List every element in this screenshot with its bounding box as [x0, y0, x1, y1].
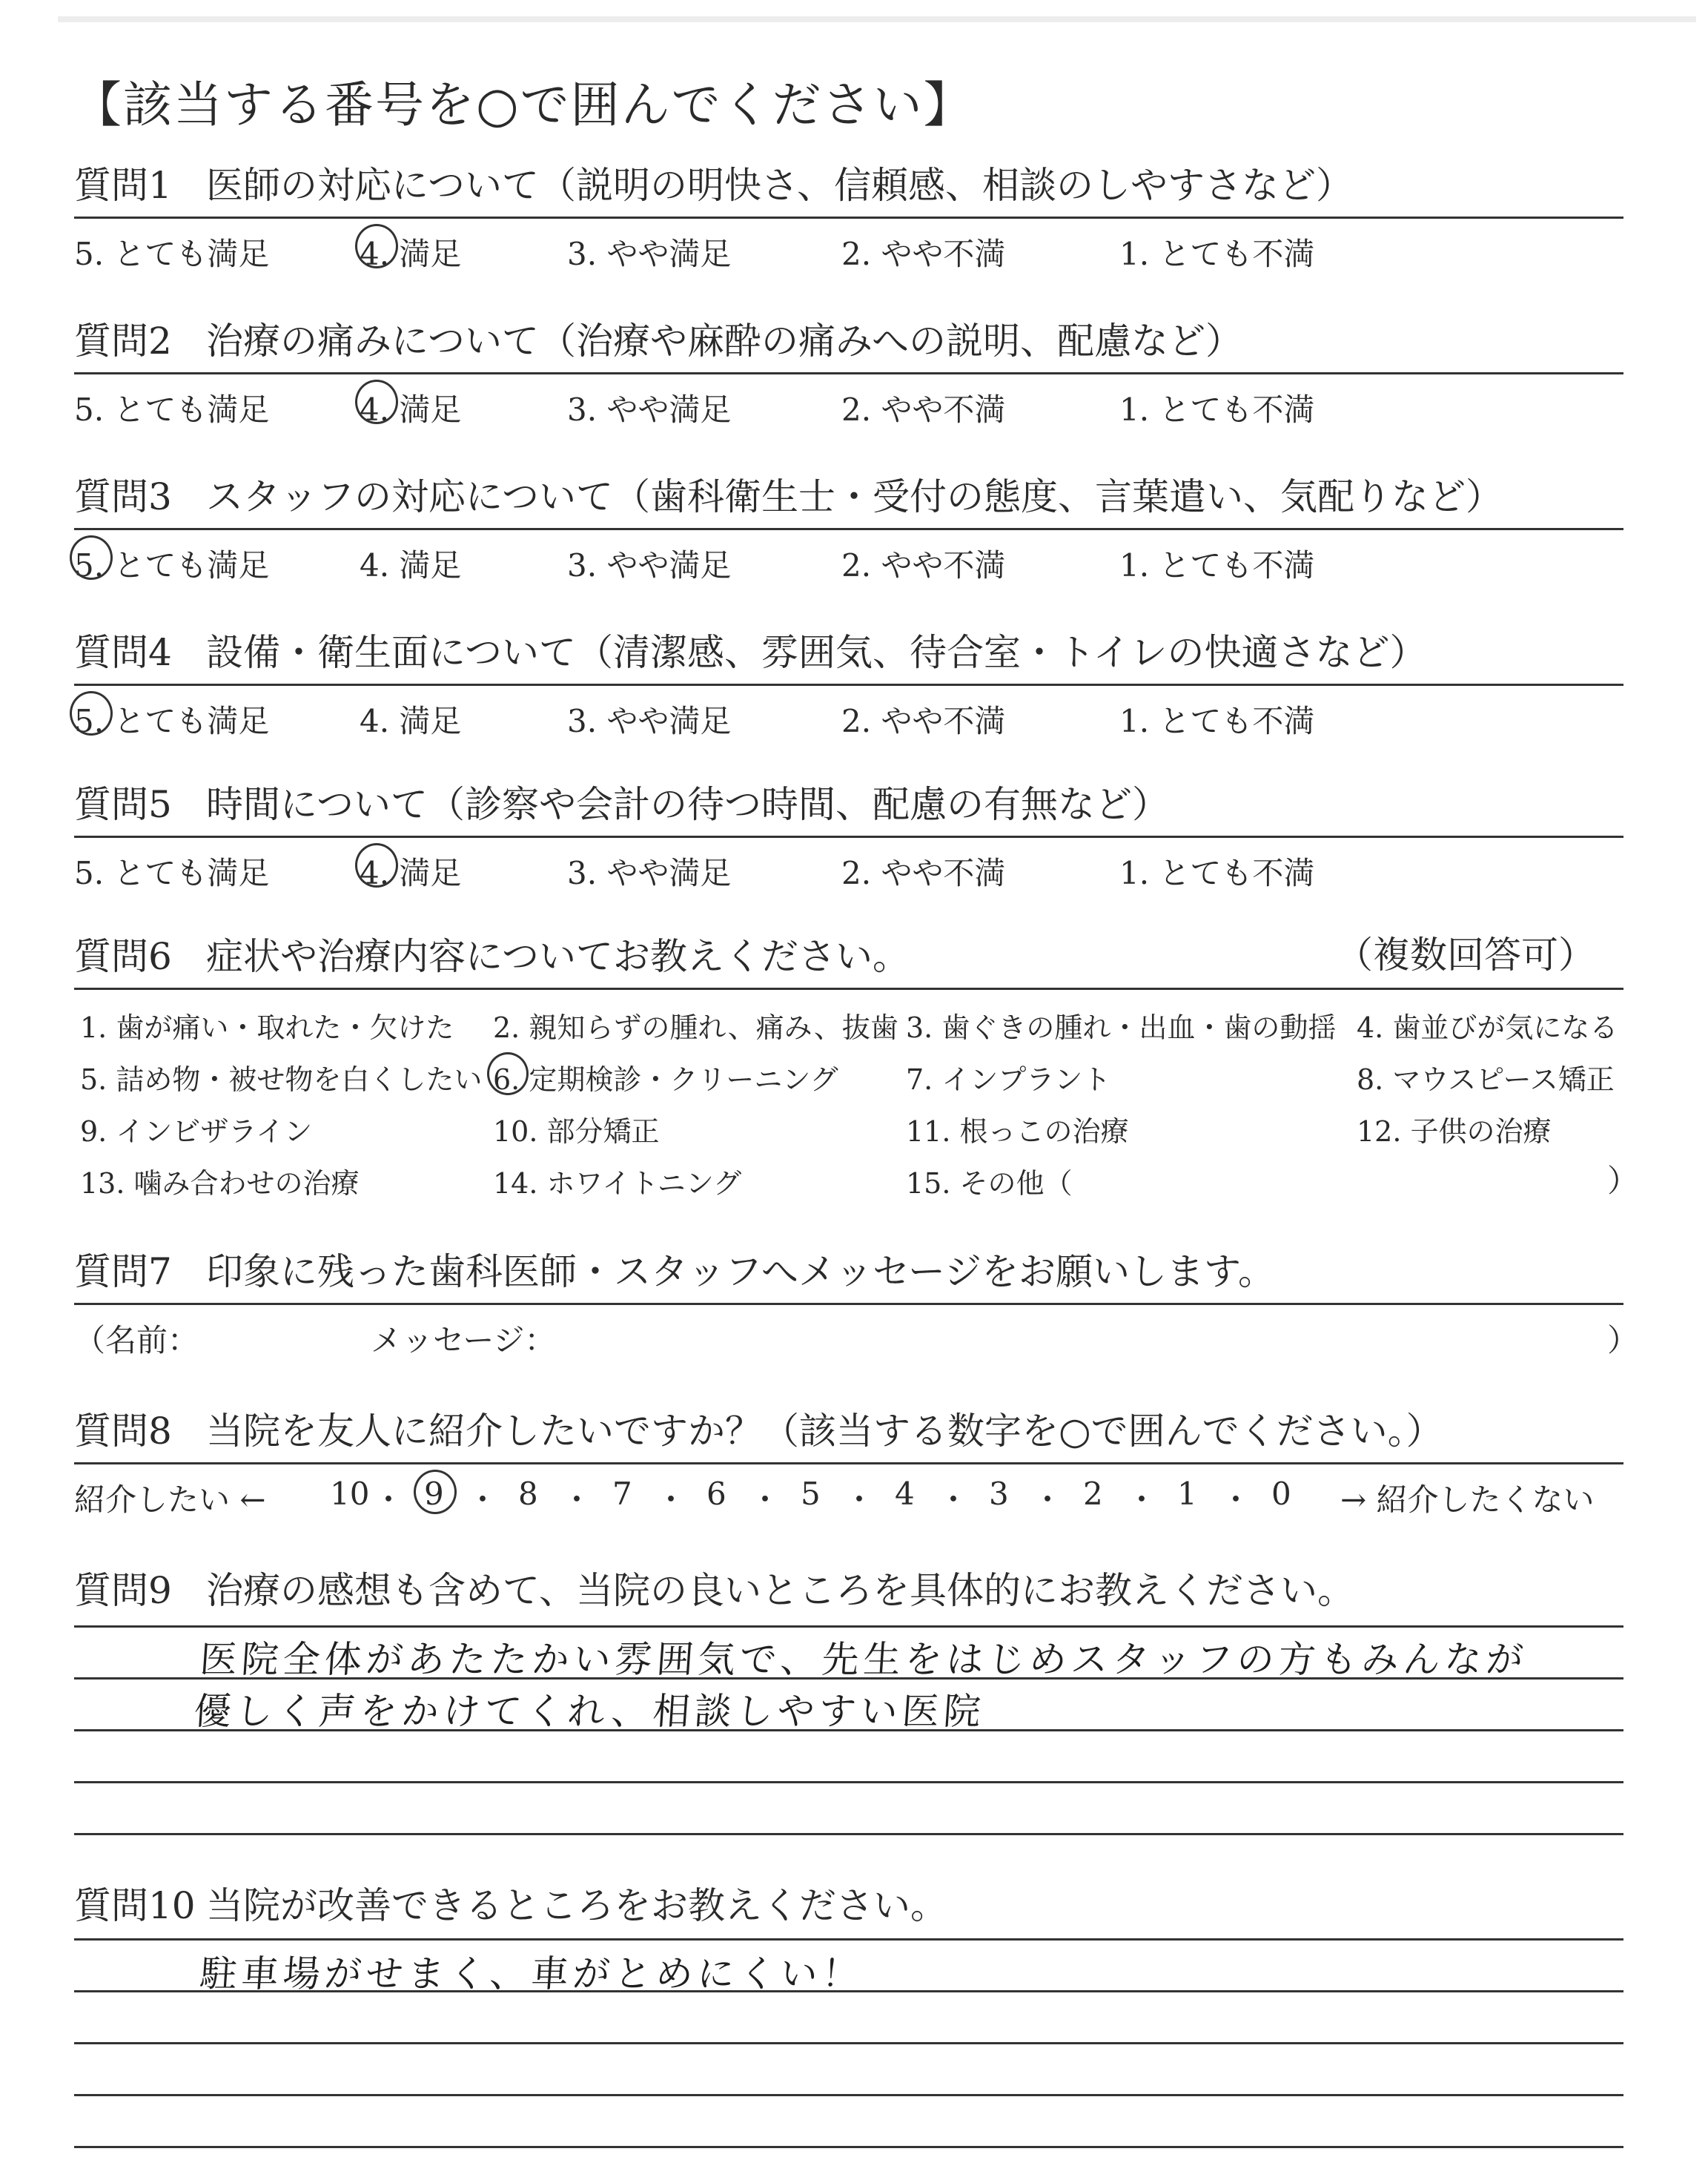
question-text: 設備・衛生面について（清潔感、雰囲気、待合室・トイレの快適さなど） [206, 631, 1427, 674]
symptom-option[interactable] [80, 1057, 482, 1097]
recommend-right-label: → 紹介したくない [1340, 1482, 1595, 1518]
rating-option-label: 1. とても不満 [1119, 236, 1315, 272]
recommend-score[interactable] [1083, 1476, 1103, 1512]
question-text: スタッフの対応について（歯科衛生士・受付の態度、言葉遣い、気配りなど） [206, 475, 1503, 518]
recommend-score-label: 7 [612, 1476, 632, 1512]
question-2 [74, 304, 1623, 428]
recommend-score-label: 5 [801, 1476, 821, 1512]
question-4 [74, 615, 1623, 739]
answer-line [74, 2094, 1623, 2096]
symptom-option[interactable] [906, 1057, 1110, 1097]
question-text: 症状や治療内容についてお教えください。 [206, 935, 910, 978]
question-8 [74, 1394, 1623, 1518]
symptom-option[interactable] [906, 1005, 1336, 1046]
question-3-header [74, 460, 1623, 530]
question-text: 当院を友人に紹介したいですか？（該当する数字を○で囲んでください。） [206, 1410, 1443, 1453]
rating-option[interactable] [74, 849, 269, 894]
hand-drawn-circle [487, 1052, 529, 1095]
name-label: （名前： [74, 1322, 199, 1358]
message-label: メッセージ： [371, 1322, 556, 1358]
question-6-header [74, 919, 1623, 990]
rating-option[interactable] [360, 541, 461, 586]
recommend-left-label: 紹介したい ← [74, 1482, 266, 1518]
question-number: 質問3 [74, 475, 172, 518]
rating-option[interactable] [841, 230, 1005, 274]
question-5 [74, 767, 1623, 891]
scale-separator: ・ [467, 1482, 499, 1518]
answer-line [74, 2146, 1623, 2148]
question-number: 質問9 [74, 1569, 172, 1612]
recommend-score-label: 10 [330, 1476, 370, 1512]
rating-option[interactable] [74, 386, 269, 430]
answer-line [74, 1625, 1623, 1628]
hand-drawn-circle [355, 380, 398, 424]
rating-option[interactable] [74, 697, 269, 742]
recommend-score[interactable] [612, 1476, 632, 1512]
symptom-option-label: 12. 子供の治療 [1357, 1115, 1552, 1148]
recommend-score[interactable] [801, 1476, 821, 1512]
recommend-score[interactable] [424, 1476, 444, 1512]
rating-option[interactable] [360, 849, 461, 894]
rating-option[interactable] [360, 230, 461, 274]
hand-drawn-circle [414, 1470, 457, 1514]
recommend-score[interactable] [330, 1476, 369, 1512]
symptom-option[interactable] [906, 1160, 1073, 1201]
hand-drawn-circle [355, 224, 398, 268]
rating-option[interactable] [841, 697, 1005, 742]
handwritten-answer: 医院全体があたたかい雰囲気で、先生をはじめスタッフの方もみんなが [198, 1638, 1529, 1681]
question-number: 質問1 [74, 164, 172, 207]
scale-separator: ・ [1220, 1482, 1252, 1518]
rating-option-label: 3. やや満足 [567, 392, 732, 428]
rating-option-label: 3. やや満足 [567, 236, 732, 272]
page-title: 【該当する番号を○で囲んでください】 [73, 76, 974, 133]
question-text: 治療の痛みについて（治療や麻酔の痛みへの説明、配慮など） [206, 320, 1242, 363]
rating-option[interactable] [1119, 541, 1314, 586]
message-close-paren: ） [1607, 1322, 1639, 1358]
symptom-option-label: 4. 歯並びが気になる [1357, 1011, 1618, 1044]
recommend-score-label: 0 [1271, 1476, 1291, 1512]
question-8-header [74, 1394, 1623, 1464]
rating-option-label: 1. とても不満 [1119, 703, 1315, 739]
hand-drawn-circle [70, 535, 113, 580]
symptom-option[interactable] [1357, 1057, 1615, 1097]
rating-option[interactable] [841, 849, 1005, 894]
rating-option-label: 4. 満足 [360, 236, 462, 272]
rating-option-label: 4. 満足 [360, 392, 462, 428]
symptom-option-label: 11. 根っこの治療 [906, 1115, 1129, 1148]
question-2-header [74, 304, 1623, 374]
rating-option[interactable] [841, 541, 1005, 586]
question-4-header [74, 615, 1623, 686]
scan-top-edge [58, 16, 1696, 22]
question-number: 質問4 [74, 631, 172, 674]
rating-option-label: 5. とても満足 [74, 236, 270, 272]
other-close-paren: ） [1607, 1163, 1639, 1199]
rating-option-label: 5. とても満足 [74, 392, 270, 428]
rating-option[interactable] [567, 849, 731, 894]
rating-option-label: 2. やや不満 [841, 236, 1006, 272]
question-number: 質問2 [74, 320, 172, 363]
question-7-header [74, 1235, 1623, 1305]
recommend-score[interactable] [1177, 1476, 1197, 1512]
rating-option[interactable] [360, 386, 461, 430]
symptom-option[interactable] [493, 1160, 741, 1201]
recommend-score-label: 2 [1083, 1476, 1103, 1512]
symptom-option-label: 15. その他（ [906, 1167, 1073, 1200]
scale-separator: ・ [373, 1482, 405, 1518]
recommend-score-label: 8 [518, 1476, 538, 1512]
symptom-option[interactable] [493, 1005, 898, 1046]
question-9 [74, 1553, 1623, 1625]
recommend-score-label: 6 [706, 1476, 726, 1512]
hand-drawn-circle [70, 691, 113, 736]
rating-option-label: 2. やや不満 [841, 855, 1006, 891]
recommend-score[interactable] [518, 1476, 538, 1512]
rating-option-label: 4. 満足 [360, 703, 462, 739]
question-10 [74, 1869, 1623, 1940]
symptom-option[interactable] [80, 1005, 454, 1046]
recommend-score-label: 1 [1177, 1476, 1197, 1512]
recommend-score[interactable] [1271, 1476, 1291, 1512]
rating-option[interactable] [74, 230, 269, 274]
recommend-score[interactable] [706, 1476, 726, 1512]
rating-option-label: 1. とても不満 [1119, 855, 1315, 891]
scale-separator: ・ [561, 1482, 593, 1518]
symptom-option[interactable] [493, 1057, 838, 1097]
rating-option-label: 2. やや不満 [841, 392, 1006, 428]
symptom-option-label: 5. 詰め物・被せ物を白くしたい [80, 1063, 483, 1096]
question-number: 質問5 [74, 783, 172, 826]
symptom-option[interactable] [493, 1109, 660, 1149]
symptom-option-label: 6. 定期検診・クリーニング [493, 1063, 838, 1096]
hand-drawn-circle [355, 843, 398, 888]
symptom-option-label: 10. 部分矯正 [493, 1115, 660, 1148]
question-3 [74, 460, 1623, 584]
rating-option[interactable] [567, 697, 731, 742]
scale-separator: ・ [1032, 1482, 1064, 1518]
rating-option-label: 2. やや不満 [841, 547, 1006, 584]
symptom-option[interactable] [906, 1109, 1129, 1149]
recommend-score-label: 9 [424, 1476, 444, 1512]
recommend-score-label: 4 [895, 1476, 915, 1512]
recommend-score[interactable] [989, 1476, 1009, 1512]
question-text: 医師の対応について（説明の明快さ、信頼感、相談のしやすさなど） [206, 164, 1353, 207]
question-1 [74, 148, 1623, 272]
answer-line [74, 1938, 1623, 1941]
question-9-header [74, 1553, 1623, 1622]
rating-option-label: 3. やや満足 [567, 855, 732, 891]
symptom-option-label: 2. 親知らずの腫れ、痛み、抜歯 [493, 1011, 898, 1044]
scale-separator: ・ [844, 1482, 875, 1518]
answer-line [74, 1781, 1623, 1783]
symptom-option[interactable] [1357, 1005, 1618, 1046]
handwritten-answer: 駐車場がせまく、車がとめにくい！ [198, 1952, 865, 1995]
rating-option-label: 4. 満足 [360, 547, 462, 584]
question-number: 質問6 [74, 935, 172, 978]
question-text: 印象に残った歯科医師・スタッフへメッセージをお願いします。 [206, 1250, 1275, 1293]
question-10-header [74, 1869, 1623, 1937]
question-text: 治療の感想も含めて、当院の良いところを具体的にお教えください。 [206, 1569, 1354, 1612]
rating-option-label: 2. やや不満 [841, 703, 1006, 739]
symptom-option-label: 14. ホワイトニング [493, 1167, 742, 1200]
rating-option-label: 5. とても満足 [74, 855, 270, 891]
question-number: 質問7 [74, 1250, 172, 1293]
question-text: 当院が改善できるところをお教えください。 [206, 1884, 947, 1927]
rating-option[interactable] [360, 697, 461, 742]
question-text: 時間について（診察や会計の待つ時間、配慮の有無など） [206, 783, 1169, 826]
question-number: 質問8 [74, 1410, 172, 1453]
answer-line [74, 2042, 1623, 2044]
symptom-option-label: 13. 噛み合わせの治療 [80, 1167, 360, 1200]
scale-separator: ・ [938, 1482, 970, 1518]
rating-option-label: 4. 満足 [360, 855, 462, 891]
question-5-header [74, 767, 1623, 838]
scale-separator: ・ [749, 1482, 781, 1518]
rating-option[interactable] [1119, 230, 1314, 274]
handwritten-answer: 優しく声をかけてくれ、相談しやすい医院 [192, 1690, 987, 1733]
rating-option-label: 3. やや満足 [567, 703, 732, 739]
rating-option[interactable] [567, 230, 731, 274]
symptom-option[interactable] [80, 1109, 312, 1149]
symptom-option-label: 9. インビザライン [80, 1115, 313, 1148]
rating-option[interactable] [841, 386, 1005, 430]
rating-option[interactable] [567, 541, 731, 586]
rating-option[interactable] [74, 541, 269, 586]
question-1-header [74, 148, 1623, 219]
rating-option[interactable] [1119, 849, 1314, 894]
symptom-option-label: 7. インプラント [906, 1063, 1111, 1096]
rating-option-label: 5. とても満足 [74, 703, 270, 739]
symptom-option[interactable] [80, 1160, 360, 1201]
symptom-option-label: 8. マウスピース矯正 [1357, 1063, 1615, 1096]
answer-line [74, 1833, 1623, 1835]
scale-separator: ・ [1126, 1482, 1158, 1518]
question-7 [74, 1235, 1639, 1358]
symptom-option-label: 3. 歯ぐきの腫れ・出血・歯の動揺 [906, 1011, 1337, 1044]
multiple-answers-note: （複数回答可） [1336, 934, 1595, 977]
rating-option-label: 3. やや満足 [567, 547, 732, 584]
scale-separator: ・ [655, 1482, 687, 1518]
symptom-option-label: 1. 歯が痛い・取れた・欠けた [80, 1011, 454, 1044]
rating-option-label: 5. とても満足 [74, 547, 270, 584]
rating-option[interactable] [567, 386, 731, 430]
symptom-option[interactable] [1357, 1109, 1552, 1149]
rating-option-label: 1. とても不満 [1119, 392, 1315, 428]
question-number: 質問10 [74, 1884, 196, 1927]
recommend-score-label: 3 [989, 1476, 1009, 1512]
rating-option[interactable] [1119, 386, 1314, 430]
rating-option-label: 1. とても不満 [1119, 547, 1315, 584]
recommend-score[interactable] [895, 1476, 915, 1512]
rating-option[interactable] [1119, 697, 1314, 742]
